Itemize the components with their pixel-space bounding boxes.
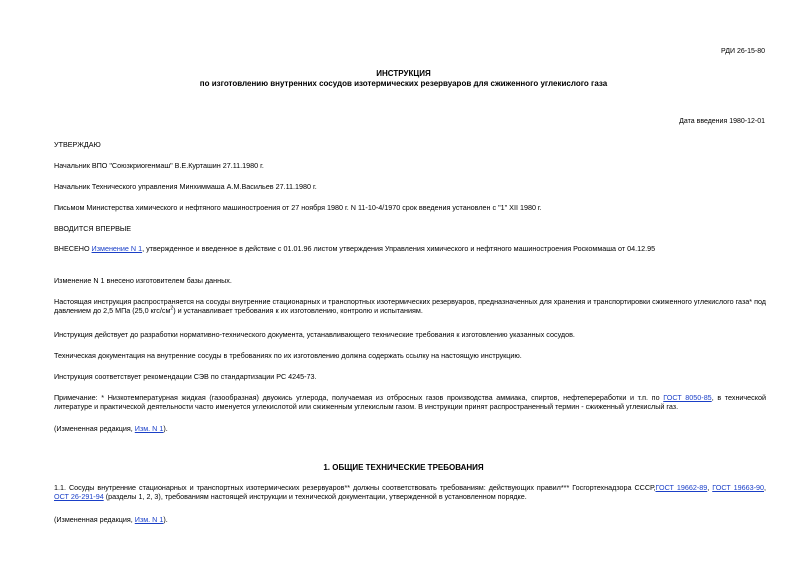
change-ref-link-1[interactable]: Изм. N 1 [134, 424, 164, 433]
gost-19662-link[interactable]: ГОСТ 19662-89 [655, 483, 708, 492]
clause-1-1 [54, 483, 766, 501]
tech-docs-paragraph: Техническая документация на внутренние сосуды в требованиях по их изготовлению должна содержать ссылку на настоящую инструкцию. [54, 351, 522, 360]
ost-26-291-link[interactable]: ОСТ 26-291-94 [54, 492, 104, 501]
document-title: ИНСТРУКЦИЯ [376, 69, 431, 78]
document-code: РДИ 26-15-80 [721, 48, 765, 55]
edited-suffix-1: ). [163, 424, 168, 433]
instruction-validity: Инструкция действует до разработки нормативно-технического документа, устанавливающего технические требования к изготовлению указанных сосудов. [54, 330, 575, 339]
approved-label: УТВЕРЖДАЮ [54, 140, 101, 149]
separator: , [707, 483, 713, 492]
edited-prefix-1: (Измененная редакция, [54, 424, 135, 433]
gost-19663-link[interactable]: ГОСТ 19663-90 [712, 483, 764, 492]
approver-2: Начальник Технического управления Минхиммаша А.М.Васильев 27.11.1980 г. [54, 182, 317, 191]
change-ref-link-2[interactable]: Изм. N 1 [134, 515, 164, 524]
section-1-heading: 1. ОБЩИЕ ТЕХНИЧЕСКИЕ ТРЕБОВАНИЯ [323, 463, 484, 472]
scope-text-2: ) и устанавливает требования к их изготовлению, контролю и испытаниям. [173, 306, 423, 315]
introduced-prefix: ВНЕСЕНО [54, 244, 92, 253]
scope-paragraph [54, 297, 766, 315]
note-text-2: , в технической литературе и практической деятельности часто именуется углекислотой или сжиженным углекислым газом. В инструкции принят распространенный термин - сжиженный углекислый газ. [54, 393, 767, 411]
first-time-label: ВВОДИТСЯ ВПЕРВЫЕ [54, 224, 132, 233]
edited-note-2 [54, 515, 766, 524]
gost-8050-link[interactable]: ГОСТ 8050-85 [663, 393, 712, 402]
separator: , [764, 483, 766, 492]
scope-superscript: 2 [170, 305, 174, 312]
introduced-paragraph [54, 244, 766, 253]
change-note: Изменение N 1 внесено изготовителем базы данных. [54, 276, 232, 285]
approver-1: Начальник ВПО "Союзкриогенмаш" В.Е.Курташин 27.11.1980 г. [54, 161, 264, 170]
edited-note-1 [54, 424, 766, 433]
edited-suffix-2: ). [163, 515, 168, 524]
note-text-1: Примечание: * Низкотемпературная жидкая (газообразная) двуокись углерода, получаемая из отбросных газов производства аммиака, спиртов, нефтепереработки и т.п. по [54, 393, 664, 402]
introduction-date: Дата введения 1980-12-01 [679, 118, 765, 125]
clause-1-1-text-2: (разделы 1, 2, 3), требованиям настоящей инструкции и технической документации, утвержденной в установленном порядке. [103, 492, 527, 501]
introduced-suffix: , утвержденное и введенное в действие с 01.01.96 листом утверждения Управления химического и нефтяного машиностроения Роскоммаша от 04.12.95 [142, 244, 656, 253]
cmea-paragraph: Инструкция соответствует рекомендации СЭВ по стандартизации РС 4245-73. [54, 372, 317, 381]
edited-prefix-2: (Измененная редакция, [54, 515, 135, 524]
approval-letter: Письмом Министерства химического и нефтяного машиностроения от 27 ноября 1980 г. N 11-10-4/1970 срок введения установлен с "1" XII 1980 г. [54, 203, 542, 212]
change-1-link[interactable]: Изменение N 1 [91, 244, 143, 253]
scope-text-1: Настоящая инструкция распространяется на сосуды внутренние стационарных и транспортных изотермических резервуаров, предназначенных для хранения и транспортировки сжиженного углекислого газа* под давлением до 2,5 МПа (25,0 кгс/см [54, 297, 766, 315]
clause-1-1-text-1: 1.1. Сосуды внутренние стационарных и транспортных изотермических резервуаров** должны соответствовать требованиям: действующих правил*** Госгортехнадзора СССР, [54, 483, 656, 492]
note-paragraph [54, 393, 766, 411]
document-subtitle: по изготовлению внутренних сосудов изотермических резервуаров для сжиженного углекислого газа [199, 79, 608, 88]
